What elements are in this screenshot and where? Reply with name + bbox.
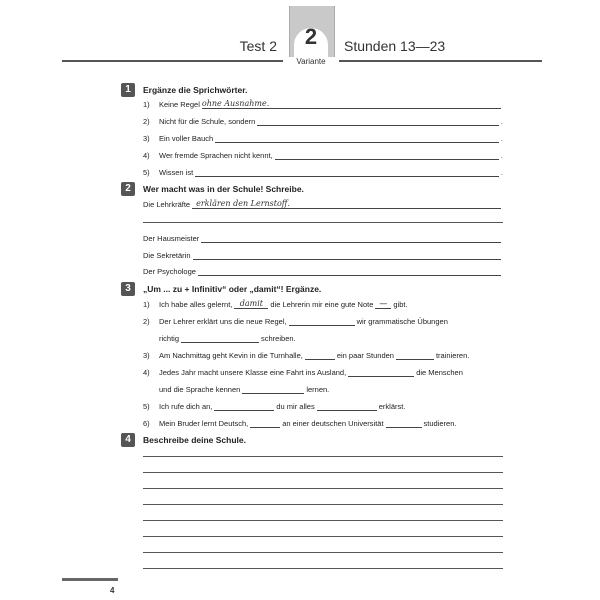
item-text: Der Lehrer erklärt uns die neue Regel, — [159, 317, 287, 326]
task-3-item-6 — [143, 416, 456, 428]
task-4-line[interactable] — [143, 568, 503, 569]
item-number: 5) — [143, 402, 150, 411]
item-text: die Lehrerin mir eine gute Note — [270, 300, 374, 309]
stunden-label: Stunden 13—23 — [344, 38, 446, 54]
task-2-example — [143, 197, 503, 209]
task-3-item-4-blank-2[interactable] — [242, 384, 304, 394]
item-text: und die Sprache kennen — [159, 385, 241, 394]
variant-label: Variante — [283, 57, 339, 66]
task-2-person-3 — [143, 264, 503, 276]
task-3-item-2-cont — [159, 331, 296, 343]
footer-rule — [62, 578, 118, 581]
task-2-example-answer[interactable] — [192, 199, 501, 209]
task-1-title: Ergänze die Sprichwörter. — [143, 85, 248, 95]
item-number: 4) — [143, 368, 150, 377]
task-3-item-3-blank-1[interactable] — [305, 350, 335, 360]
handwritten-answer: ohne Ausnahme. — [201, 99, 270, 108]
item-text: Wer fremde Sprachen nicht kennt, — [159, 151, 273, 160]
task-3-item-1-blank-2[interactable] — [375, 299, 391, 309]
task-1-item-4-blank[interactable] — [275, 150, 499, 160]
person-label: Der Hausmeister — [143, 234, 200, 243]
task-4-badge: 4 — [121, 433, 135, 447]
task-2-person-2 — [143, 248, 503, 260]
item-text: trainieren. — [435, 351, 470, 360]
person-label: Der Psychologe — [143, 267, 196, 276]
item-text: Ein voller Bauch — [159, 134, 214, 143]
task-2-title: Wer macht was in der Schule! Schreibe. — [143, 184, 304, 194]
person-label: Die Lehrkräfte — [143, 200, 191, 209]
task-1-item-2-blank[interactable] — [257, 116, 499, 126]
item-end: . — [500, 168, 503, 177]
item-end: . — [500, 134, 503, 143]
item-number: 3) — [143, 134, 150, 143]
item-text: Wissen ist — [159, 168, 194, 177]
item-text: schreiben. — [261, 334, 296, 343]
task-1-item-2 — [143, 114, 503, 126]
item-number: 1) — [143, 300, 150, 309]
item-text: richtig — [159, 334, 180, 343]
task-3-item-2 — [143, 314, 448, 326]
item-number: 2) — [143, 117, 150, 126]
task-3-item-6-blank-1[interactable] — [250, 418, 280, 428]
task-3-item-5-blank-2[interactable] — [317, 401, 377, 411]
variant-number: 2 — [304, 24, 318, 49]
test-label: Test 2 — [239, 38, 277, 54]
task-4-title: Beschreibe deine Schule. — [143, 435, 246, 445]
task-3-title: „Um ... zu + Infinitiv“ oder „damit“! Ergänze. — [143, 284, 322, 294]
item-text: wir grammatische Übungen — [356, 317, 448, 326]
item-text: Jedes Jahr macht unsere Klasse eine Fahrt ins Ausland, — [159, 368, 347, 377]
item-number: 1) — [143, 100, 150, 109]
task-1-item-5 — [143, 165, 503, 177]
item-text: Nicht für die Schule, sondern — [159, 117, 256, 126]
task-3-item-6-blank-2[interactable] — [386, 418, 422, 428]
item-number: 5) — [143, 168, 150, 177]
task-3-item-5 — [143, 399, 405, 411]
task-3-item-3-blank-2[interactable] — [396, 350, 434, 360]
item-text: lernen. — [306, 385, 330, 394]
item-text: ein paar Stunden — [336, 351, 394, 360]
task-2-extra-line[interactable] — [143, 222, 503, 223]
task-3-item-4-blank-1[interactable] — [348, 367, 414, 377]
task-4-line[interactable] — [143, 536, 503, 537]
page-number: 4 — [110, 586, 115, 595]
task-1-item-5-blank[interactable] — [195, 167, 499, 177]
task-1-badge: 1 — [121, 83, 135, 97]
task-3-item-4 — [143, 365, 463, 377]
handwritten-answer: — — [379, 299, 388, 308]
task-2-person-1-blank[interactable] — [201, 233, 501, 243]
item-text: Keine Regel — [159, 100, 200, 109]
item-text: Ich rufe dich an, — [159, 402, 213, 411]
task-4-line[interactable] — [143, 488, 503, 489]
handwritten-answer: erklären den Lernstoff. — [196, 199, 291, 208]
task-3-item-3 — [143, 348, 469, 360]
task-3-item-2-blank-1[interactable] — [289, 316, 355, 326]
task-2-person-1 — [143, 231, 503, 243]
task-4-line[interactable] — [143, 472, 503, 473]
item-text: studieren. — [423, 419, 457, 428]
task-1-item-4 — [143, 148, 503, 160]
item-text: die Menschen — [416, 368, 463, 377]
item-text: Am Nachmittag geht Kevin in die Turnhalle, — [159, 351, 303, 360]
task-1-item-1 — [143, 97, 503, 109]
task-2-badge: 2 — [121, 182, 135, 196]
task-1-item-3-blank[interactable] — [215, 133, 499, 143]
item-end: . — [500, 117, 503, 126]
task-3-item-1 — [143, 297, 408, 309]
item-number: 2) — [143, 317, 150, 326]
item-end: . — [500, 151, 503, 160]
task-4-line[interactable] — [143, 456, 503, 457]
item-text: gibt. — [393, 300, 408, 309]
item-text: an einer deutschen Universität — [282, 419, 384, 428]
task-3-item-2-blank-2[interactable] — [181, 333, 259, 343]
task-3-item-4-cont — [159, 382, 329, 394]
task-3-badge: 3 — [121, 282, 135, 296]
item-number: 6) — [143, 419, 150, 428]
item-text: Mein Bruder lernt Deutsch, — [159, 419, 249, 428]
person-label: Die Sekretärin — [143, 251, 191, 260]
task-2-person-3-blank[interactable] — [198, 266, 501, 276]
item-text: erklärst. — [378, 402, 406, 411]
item-text: Ich habe alles gelernt, — [159, 300, 233, 309]
item-text: du mir alles — [276, 402, 315, 411]
task-4-line[interactable] — [143, 552, 503, 553]
item-number: 3) — [143, 351, 150, 360]
task-1-item-3 — [143, 131, 503, 143]
task-3-item-1-blank-1[interactable] — [234, 299, 268, 309]
task-2-person-2-blank[interactable] — [193, 250, 501, 260]
task-1-item-1-answer[interactable] — [202, 99, 501, 109]
task-4-line[interactable] — [143, 520, 503, 521]
item-number: 4) — [143, 151, 150, 160]
handwritten-answer: damit — [239, 299, 264, 308]
task-3-item-5-blank-1[interactable] — [214, 401, 274, 411]
task-4-line[interactable] — [143, 504, 503, 505]
